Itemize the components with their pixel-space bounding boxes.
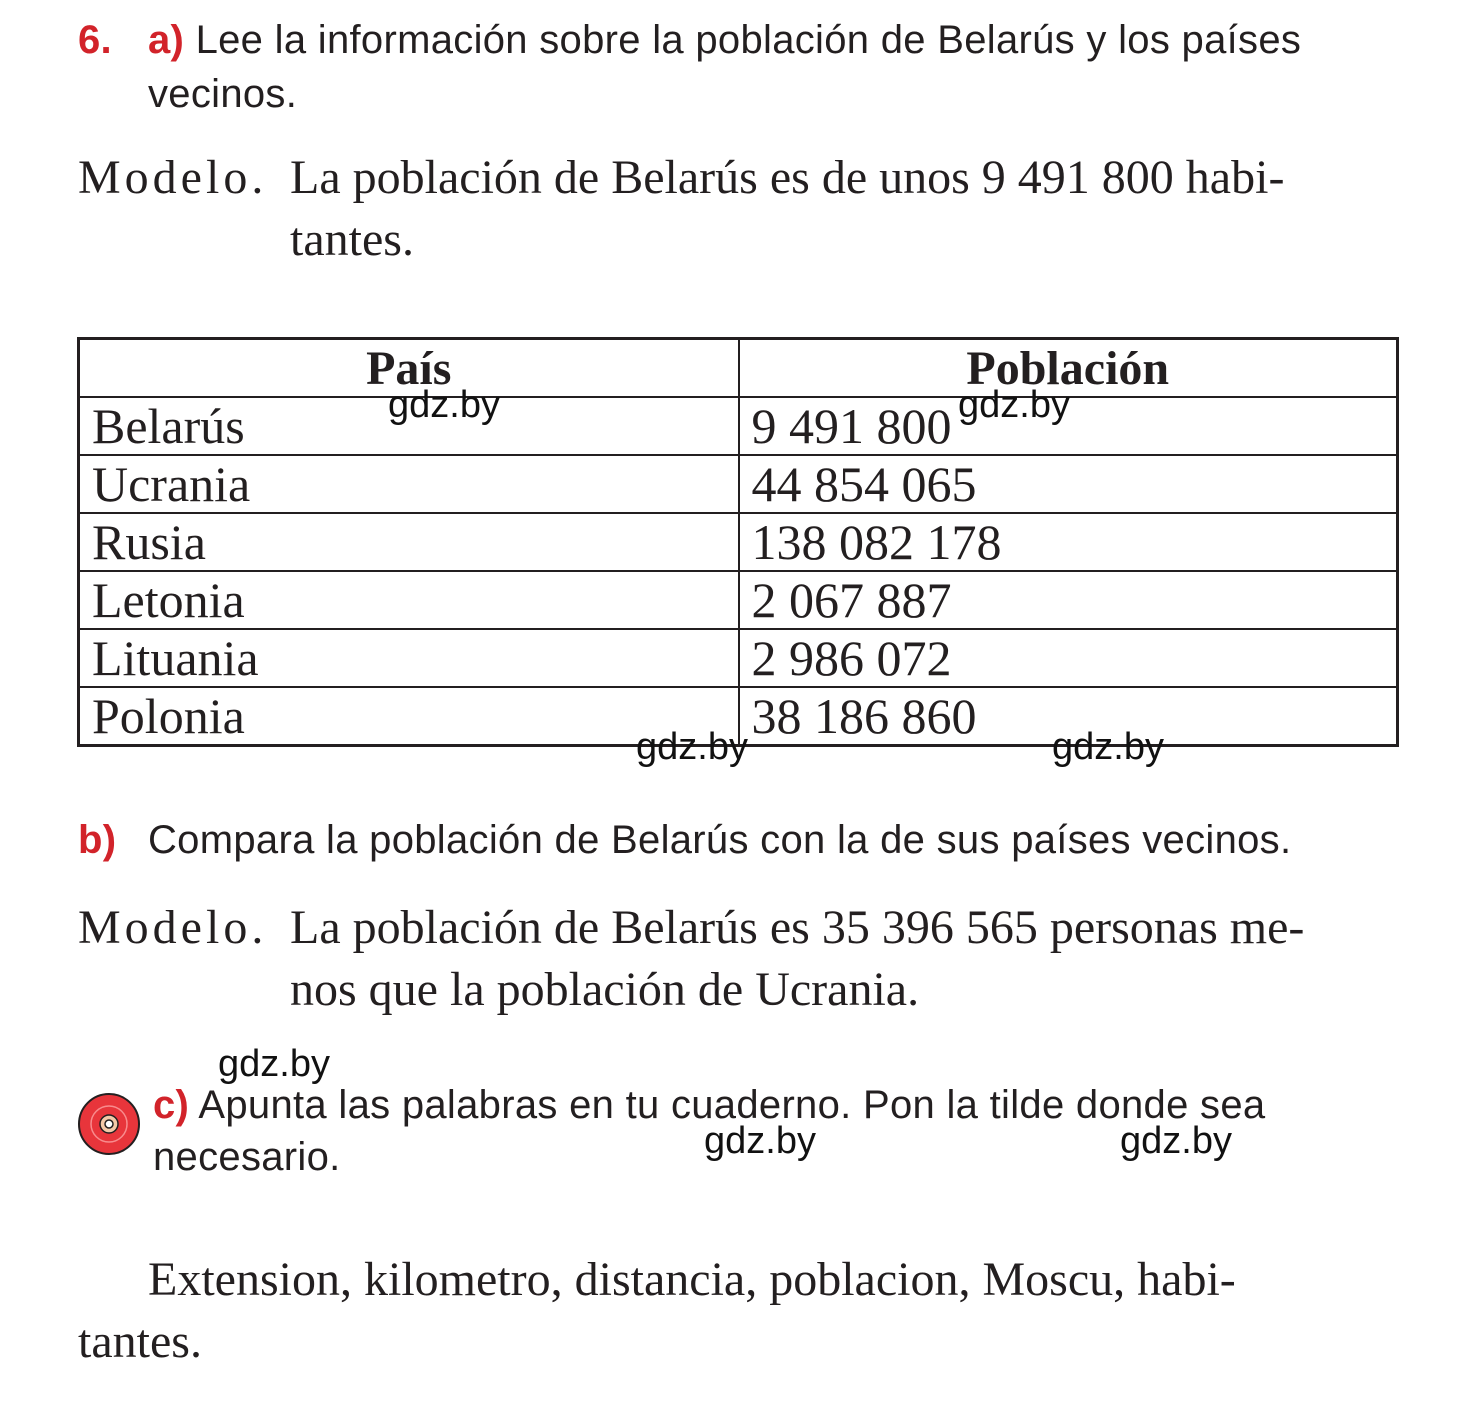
population-table <box>77 337 1399 747</box>
word-list-line1: Extension, kilometro, distancia, poblacion, Moscu, habi- <box>148 1253 1236 1306</box>
watermark: gdz.by <box>388 384 500 426</box>
population-cell: 138 082 178 <box>739 513 1398 571</box>
task-6c-text-line1: Apunta las palabras en tu cuaderno. Pon la tilde donde sea <box>198 1083 1266 1127</box>
population-cell: 2 986 072 <box>739 629 1398 687</box>
table-row <box>79 397 1398 455</box>
header-poblacion: Población <box>739 339 1398 398</box>
cd-disc-icon <box>77 1092 141 1156</box>
task-letter-a: a) <box>148 18 185 62</box>
table-row <box>79 571 1398 629</box>
watermark: gdz.by <box>636 726 748 768</box>
country-cell: Rusia <box>79 513 739 571</box>
country-cell: Letonia <box>79 571 739 629</box>
table-row <box>79 513 1398 571</box>
task-letter-b: b) <box>78 818 117 862</box>
table-row <box>79 455 1398 513</box>
population-cell: 44 854 065 <box>739 455 1398 513</box>
modelo1-line2: tantes. <box>290 213 414 266</box>
task-6c-text-line2: necesario. <box>153 1135 341 1179</box>
modelo-label: Modelo. <box>78 901 268 954</box>
watermark: gdz.by <box>704 1120 816 1162</box>
task-letter-c: c) <box>153 1083 190 1127</box>
table-header-row <box>79 339 1398 398</box>
population-cell: 38 186 860 <box>739 687 1398 746</box>
watermark: gdz.by <box>1120 1120 1232 1162</box>
country-cell: Lituania <box>79 629 739 687</box>
watermark: gdz.by <box>218 1043 330 1085</box>
task-6a-text-line2: vecinos. <box>148 72 298 116</box>
header-pais: País <box>79 339 739 398</box>
modelo-label: Modelo. <box>78 151 268 204</box>
country-cell: Belarús <box>79 397 739 455</box>
watermark: gdz.by <box>958 384 1070 426</box>
task-6a-line1 <box>78 18 1301 63</box>
modelo2-line2: nos que la población de Ucrania. <box>290 963 920 1016</box>
task-6b <box>78 818 1291 863</box>
task-6b-text: Compara la población de Belarús con la de sus países vecinos. <box>148 818 1292 862</box>
watermark: gdz.by <box>1052 726 1164 768</box>
modelo1-line1: La población de Belarús es de unos 9 491 800 habi- <box>290 151 1285 204</box>
task-number: 6. <box>78 18 112 62</box>
table-row <box>79 629 1398 687</box>
task-6a-text-line1: Lee la información sobre la población de Belarús y los países <box>195 18 1302 62</box>
country-cell: Ucrania <box>79 455 739 513</box>
country-cell: Polonia <box>79 687 739 746</box>
population-cell: 9 491 800 <box>739 397 1398 455</box>
modelo2-line1: La población de Belarús es 35 396 565 personas me- <box>290 901 1305 954</box>
word-list-line2: tantes. <box>78 1315 202 1368</box>
population-cell: 2 067 887 <box>739 571 1398 629</box>
